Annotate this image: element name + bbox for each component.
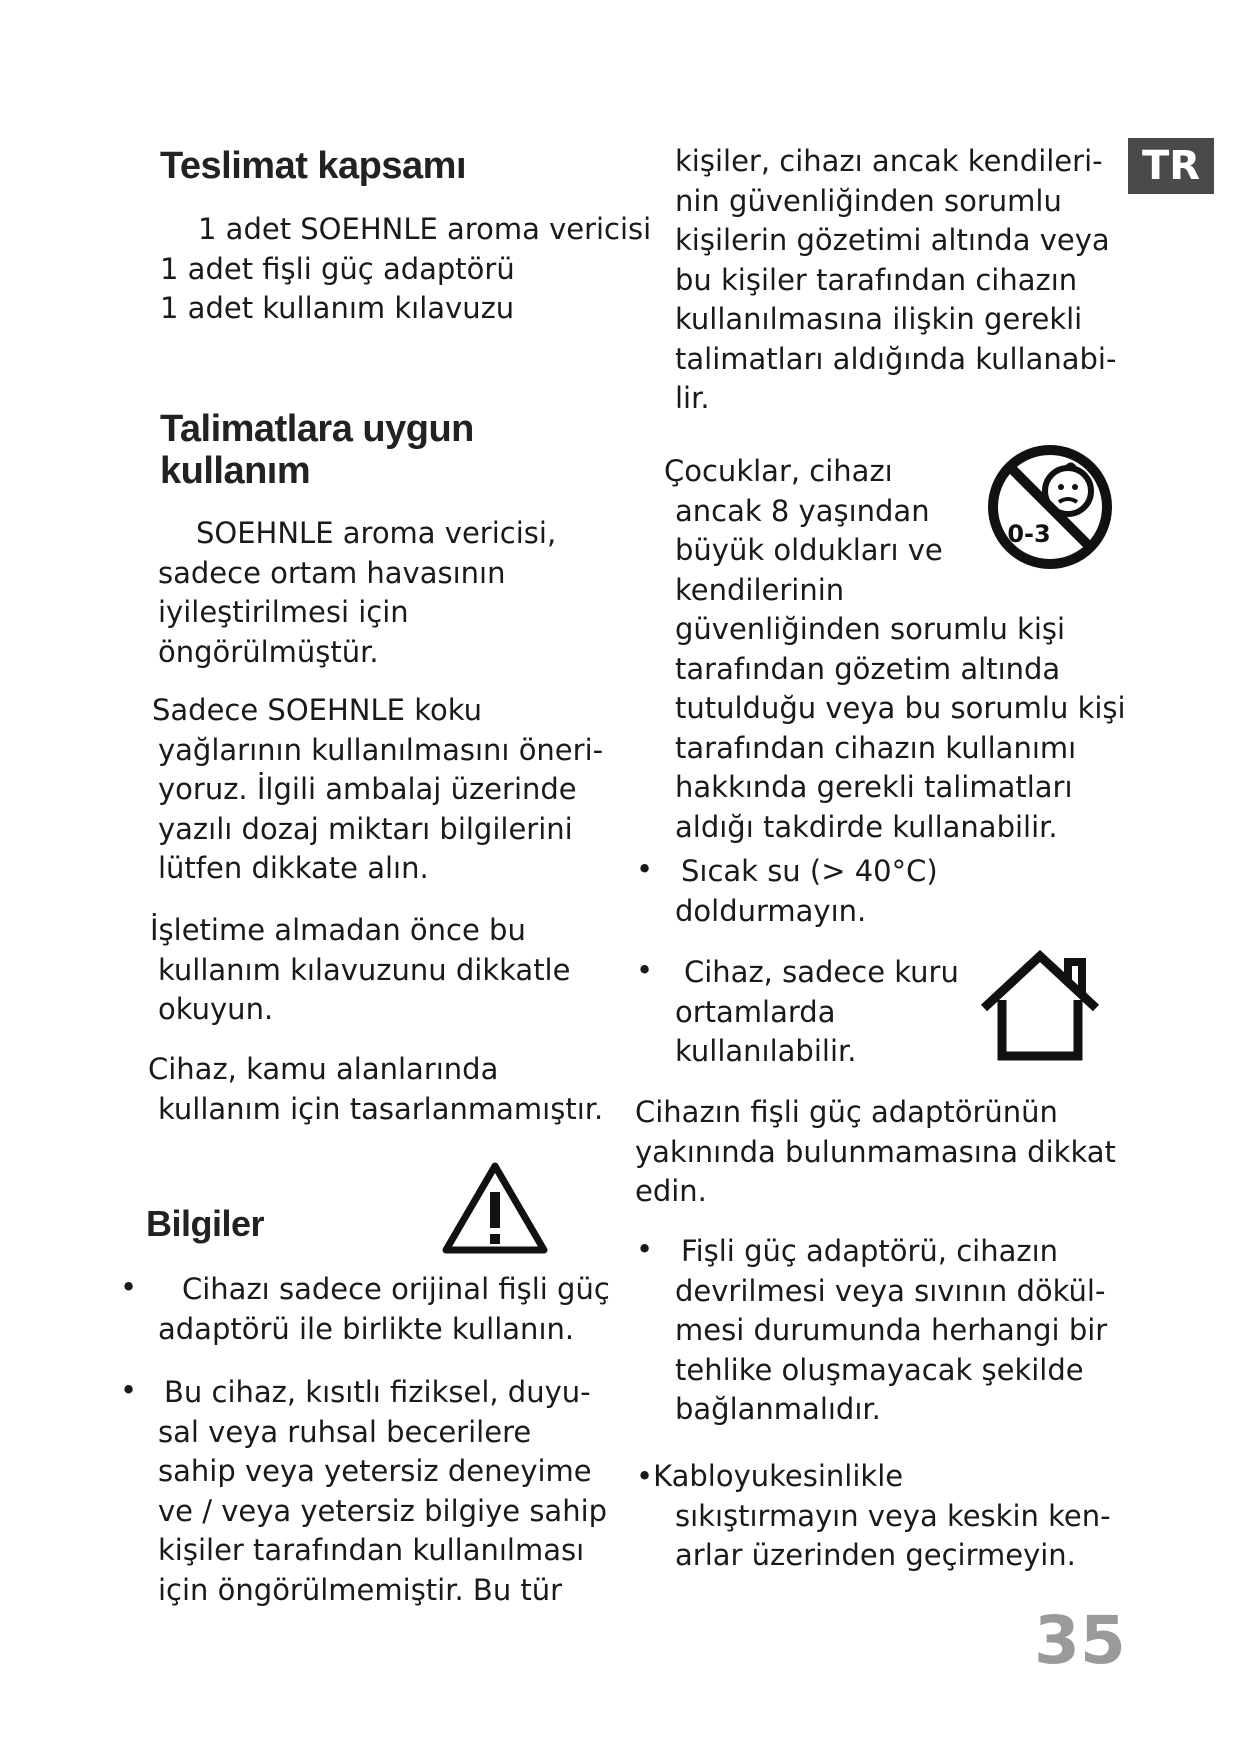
text-line: Cihaz, sadece kuru xyxy=(684,955,959,989)
text-line: adaptörü ile birlikte kullanın. xyxy=(158,1311,575,1346)
text-line: ve / veya yetersiz bilgiye sahip xyxy=(158,1493,608,1528)
text-line: Cihaz, kamu alanlarında xyxy=(148,1052,499,1086)
supervision-continuation xyxy=(675,142,1116,419)
fragrance-oil-paragraph xyxy=(152,691,604,889)
read-manual-paragraph xyxy=(150,911,571,1030)
text-line: kendilerinin xyxy=(675,572,845,607)
text-line: İşletime almadan önce bu xyxy=(150,913,526,947)
delivery-item: 1 adet fişli güç adaptörü xyxy=(160,251,515,286)
text-line: nin güvenliğinden sorumlu xyxy=(675,183,1062,218)
language-badge: TR xyxy=(1128,138,1214,194)
text-line: tarafından gözetim altında xyxy=(675,651,1061,686)
text-line: bu kişiler tarafından cihazın xyxy=(675,262,1078,297)
text-line: tutulduğu veya bu sorumlu kişi xyxy=(675,691,1126,725)
text-line: yoruz. İlgili ambalaj üzerinde xyxy=(158,772,577,806)
text-line: Cihazın fişli güç adaptörünün xyxy=(635,1095,1058,1129)
text-line: kişiler, cihazı ancak kendileri- xyxy=(675,144,1103,178)
text-line: sal veya ruhsal becerilere xyxy=(158,1414,532,1449)
not-for-children-0-3-icon xyxy=(985,441,1115,573)
text-line: kullanım için tasarlanmamıştır. xyxy=(158,1091,604,1126)
text-line: tarafından cihazın kullanımı xyxy=(675,730,1077,765)
text-line: kullanım kılavuzunu dikkatle xyxy=(158,952,571,987)
text-line: SOEHNLE aroma vericisi, xyxy=(196,516,557,550)
information-title: Bilgiler xyxy=(146,1203,265,1244)
text-line: için öngörülmemiştir. Bu tür xyxy=(158,1572,563,1607)
intended-use-title-line: kullanım xyxy=(160,450,311,492)
indoor-house-icon xyxy=(978,948,1102,1064)
bullet-dot: • xyxy=(120,1373,138,1407)
text-line: hakkında gerekli talimatları xyxy=(675,770,1073,804)
delivery-item: 1 adet SOEHNLE aroma vericisi xyxy=(198,212,652,246)
text-line: yazılı dozaj miktarı bilgilerini xyxy=(158,811,573,846)
text-line: okuyun. xyxy=(158,992,274,1026)
delivery-list xyxy=(160,210,651,329)
text-line: kullanılabilir. xyxy=(675,1034,857,1068)
text-line: arlar üzerinden geçirmeyin. xyxy=(675,1538,1076,1572)
text-line: yakınında bulunmamasına dikkat xyxy=(635,1134,1116,1169)
text-line: Fişli güç adaptörü, cihazın xyxy=(681,1234,1059,1268)
text-line: ancak 8 yaşından xyxy=(675,493,930,528)
public-use-paragraph xyxy=(148,1050,604,1129)
warning-icon xyxy=(440,1160,550,1257)
text-line: Çocuklar, cihazı xyxy=(664,454,893,488)
intended-use-title-line: Talimatlara uygun xyxy=(160,408,474,450)
text-line: devrilmesi veya sıvının dökül- xyxy=(675,1273,1106,1308)
text-line: iyileştirilmesi için xyxy=(158,595,409,629)
text-line: edin. xyxy=(635,1174,707,1208)
text-line: •Kabloyukesinlikle xyxy=(636,1459,904,1493)
text-line: mesi durumunda herhangi bir xyxy=(675,1313,1108,1347)
text-line: tehlike oluşmayacak şekilde xyxy=(675,1352,1084,1387)
adapter-connection-bullet xyxy=(675,1232,1107,1430)
text-line: lir. xyxy=(675,381,710,415)
bullet-dot: • xyxy=(636,1232,654,1266)
text-line: aldığı takdirde kullanabilir. xyxy=(675,809,1058,844)
text-line: büyük oldukları ve xyxy=(675,533,943,567)
text-line: yağlarının kullanılmasını öneri- xyxy=(158,732,604,767)
page-number: 35 xyxy=(1034,1602,1126,1679)
text-line: doldurmayın. xyxy=(675,893,867,928)
text-line: güvenliğinden sorumlu kişi xyxy=(675,612,1066,646)
text-line: Cihazı sadece orijinal fişli güç xyxy=(182,1272,610,1306)
intended-use-title xyxy=(160,408,474,492)
text-line: bağlanmalıdır. xyxy=(675,1392,881,1426)
age-label: 0-3 xyxy=(1007,520,1051,548)
bullet-dot: • xyxy=(120,1270,138,1304)
text-line: kişilerin gözetimi altında veya xyxy=(675,223,1110,257)
cable-bullet xyxy=(636,1457,1111,1576)
hot-water-bullet xyxy=(675,852,938,931)
text-line: Sıcak su (> 40°C) xyxy=(681,854,938,888)
text-line: talimatları aldığında kullanabi- xyxy=(675,341,1117,376)
text-line: öngörülmüştür. xyxy=(158,634,379,669)
dry-rooms-bullet xyxy=(675,953,959,1072)
text-line: ortamlarda xyxy=(675,994,836,1029)
text-line: kullanılmasına ilişkin gerekli xyxy=(675,302,1083,336)
text-line: Sadece SOEHNLE koku xyxy=(152,693,482,727)
text-line: sadece ortam havasının xyxy=(158,555,506,590)
text-line: lütfen dikkate alın. xyxy=(158,851,429,885)
text-line: sıkıştırmayın veya keskin ken- xyxy=(675,1498,1111,1533)
bullet-dot: • xyxy=(636,852,654,886)
delivery-scope-title: Teslimat kapsamı xyxy=(160,145,467,187)
text-line: kişiler tarafından kullanılması xyxy=(158,1533,585,1567)
text-line: Bu cihaz, kısıtlı fiziksel, duyu- xyxy=(164,1375,591,1409)
delivery-item: 1 adet kullanım kılavuzu xyxy=(160,291,515,325)
text-line: sahip veya yetersiz deneyime xyxy=(158,1454,592,1488)
adapter-distance-paragraph xyxy=(635,1093,1116,1212)
bullet-dot: • xyxy=(636,953,654,987)
intended-use-paragraph xyxy=(158,514,556,672)
original-adapter-bullet xyxy=(158,1270,610,1349)
restricted-persons-bullet xyxy=(158,1373,607,1610)
